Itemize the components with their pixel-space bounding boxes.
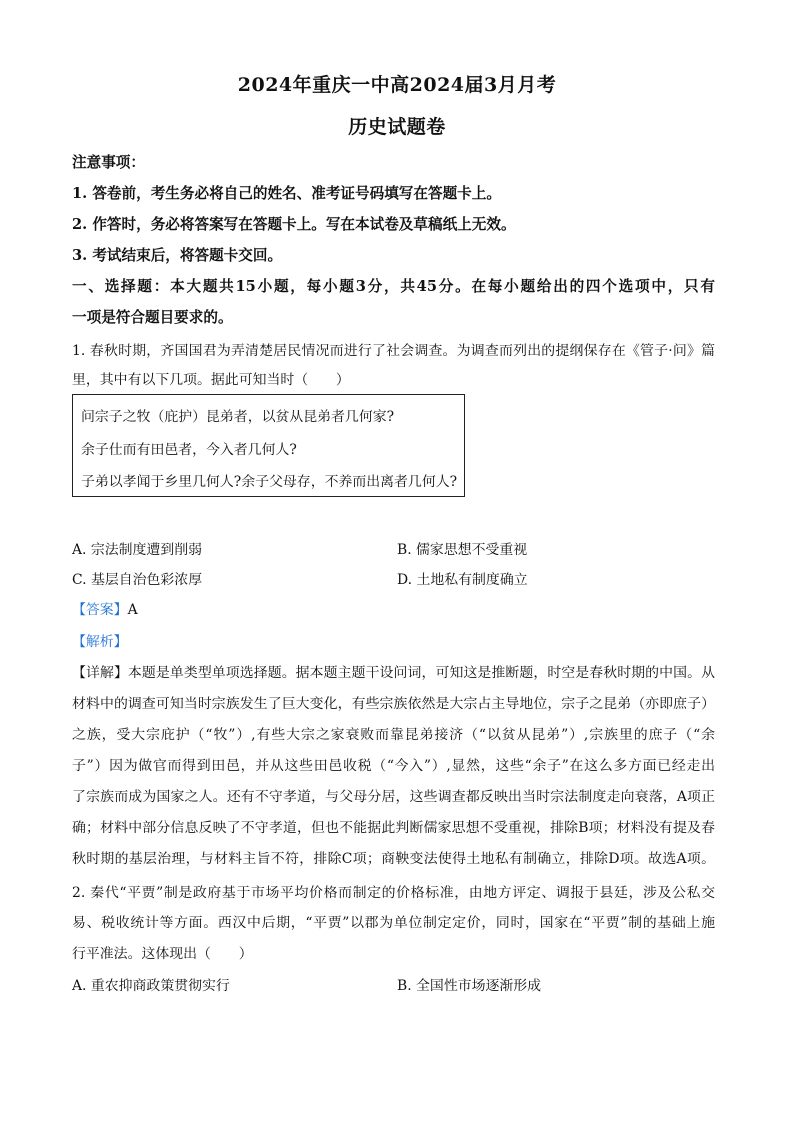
analysis-tag: 【解析】 — [72, 634, 128, 650]
detail-line: 秋时期的基层治理，与材料主旨不符，排除C项；商鞅变法使得土地私有制确立，排除D项。故选A项。 — [72, 851, 715, 867]
detail-line: 子”）因为做官而得到田邑，并从这些田邑收税（“今入”）,显然，这些“余子”在这么多方面已经走出 — [72, 758, 715, 774]
section-heading: 一、选择题：本大题共15小题，每小题3分，共45分。在每小题给出的四个选项中，只有 — [72, 278, 715, 295]
notice-heading: 注意事项： — [72, 154, 145, 171]
question-1-material-box — [72, 394, 465, 497]
question-2-stem: 2. 秦代“平贾”制是政府基于市场平均价格而制定的价格标准，由地方评定、调报于县廷，涉及公私交 — [72, 885, 715, 901]
answer-tag: 【答案】 — [72, 602, 128, 618]
material-line: 问宗子之牧（庇护）昆弟者，以贫从昆弟者几何家? — [81, 409, 395, 425]
question-1-option-b: B. 儒家思想不受重视 — [397, 542, 528, 558]
page-subtitle: 历史试题卷 — [348, 116, 446, 138]
notice-item: 1. 答卷前，考生务必将自己的姓名、准考证号码填写在答题卡上。 — [72, 185, 501, 202]
question-1-stem: 1. 春秋时期，齐国国君为弄清楚居民情况而进行了社会调查。为调查而列出的提纲保存在《管子·问》篇 — [72, 343, 715, 359]
question-2-option-a: A. 重农抑商政策贯彻实行 — [72, 978, 230, 994]
detail-line: 之族，受大宗庇护（“牧”）,有些大宗之家衰败而靠昆弟接济（“以贫从昆弟”）,宗族里的庶子（“余 — [72, 727, 715, 743]
question-2-option-b: B. 全国性市场逐渐形成 — [397, 978, 542, 994]
question-2-stem: 行平准法。这体现出（ ） — [72, 946, 253, 962]
question-1-stem: 里，其中有以下几项。据此可知当时（ ） — [72, 372, 350, 388]
detail-line: 【详解】本题是单类型单项选择题。据本题主题干设问词，可知这是推断题，时空是春秋时期的中国。从 — [72, 665, 715, 681]
notice-item: 2. 作答时，务必将答案写在答题卡上。写在本试卷及草稿纸上无效。 — [72, 216, 516, 233]
question-1-answer — [72, 598, 138, 618]
material-line: 余子仕而有田邑者，今入者几何人? — [81, 442, 297, 458]
page-title: 2024年重庆一中高2024届3月月考 — [237, 74, 557, 96]
question-1-option-c: C. 基层自治色彩浓厚 — [72, 572, 203, 588]
detail-line: 确；材料中部分信息反映了不守孝道，但也不能据此判断儒家思想不受重视，排除B项；材料没有提及春 — [72, 820, 715, 836]
detail-line: 了宗族而成为国家之人。还有不守孝道，与父母分居，这些调查都反映出当时宗法制度走向衰落，A项正 — [72, 789, 715, 805]
answer-value: A — [127, 602, 138, 618]
question-1-option-d: D. 土地私有制度确立 — [397, 572, 528, 588]
question-1-option-a: A. 宗法制度遭到削弱 — [72, 542, 202, 558]
section-heading: 一项是符合题目要求的。 — [72, 309, 233, 326]
material-line: 子弟以孝闻于乡里几何人?余子父母存，不养而出离者几何人? — [81, 474, 458, 490]
question-2-stem: 易、税收统计等方面。西汉中后期，“平贾”以郡为单位制定定价，同时，国家在“平贾”制的基础上施 — [72, 915, 715, 931]
notice-item: 3. 考试结束后，将答题卡交回。 — [72, 247, 283, 264]
detail-line: 材料中的调查可知当时宗族发生了巨大变化，有些宗族依然是大宗占主导地位，宗子之昆弟（亦即庶子） — [72, 696, 715, 712]
